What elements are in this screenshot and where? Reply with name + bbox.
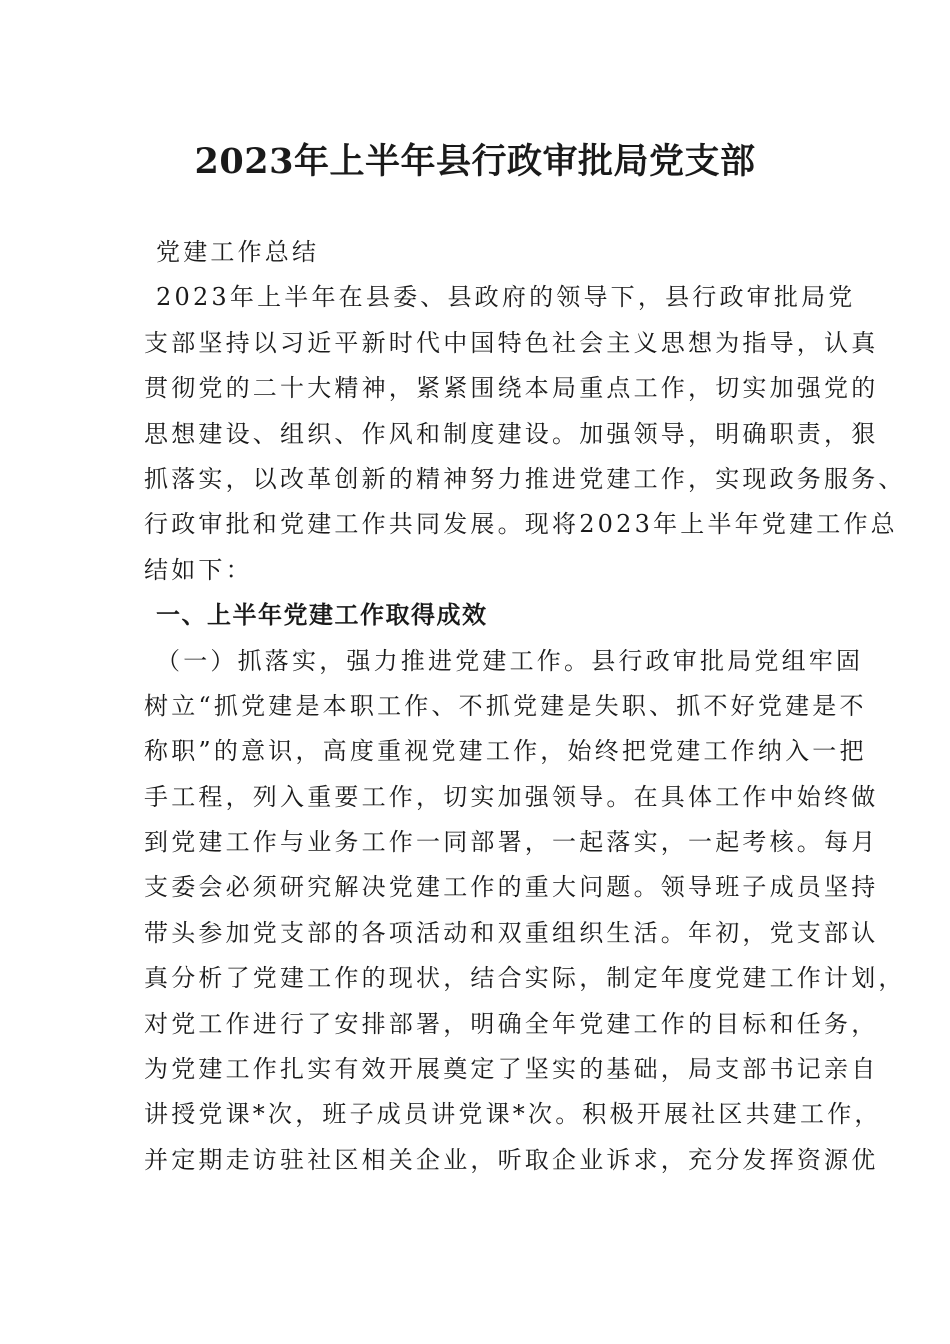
document-title: 2023年上半年县行政审批局党支部 bbox=[194, 141, 756, 182]
paragraph-line: 称职”的意识，高度重视党建工作，始终把党建工作纳入一把 bbox=[144, 737, 867, 766]
paragraph-line: 讲授党课*次，班子成员讲党课*次。积极开展社区共建工作， bbox=[144, 1100, 882, 1129]
paragraph-line: 手工程，列入重要工作，切实加强领导。在具体工作中始终做 bbox=[144, 782, 879, 811]
paragraph-line: 支委会必须研究解决党建工作的重大问题。领导班子成员坚持 bbox=[144, 873, 879, 902]
document-body bbox=[144, 230, 906, 1183]
paragraph-line: 为党建工作扎实有效开展奠定了坚实的基础，局支部书记亲自 bbox=[144, 1055, 879, 1084]
paragraph-line: 带头参加党支部的各项活动和双重组织生活。年初，党支部认 bbox=[144, 918, 879, 947]
paragraph-line: 结如下： bbox=[144, 555, 253, 584]
section-heading: 一、上半年党建工作取得成效 bbox=[156, 601, 488, 630]
paragraph-line: （一）抓落实，强力推进党建工作。县行政审批局党组牢固 bbox=[156, 646, 864, 675]
paragraph-line: 对党工作进行了安排部署，明确全年党建工作的目标和任务， bbox=[144, 1009, 879, 1038]
paragraph-line: 真分析了党建工作的现状，结合实际，制定年度党建工作计划， bbox=[144, 964, 906, 993]
paragraph-line: 到党建工作与业务工作一同部署，一起落实，一起考核。每月 bbox=[144, 828, 879, 857]
paragraph-line: 行政审批和党建工作共同发展。现将2023年上半年党建工作总 bbox=[144, 510, 898, 539]
paragraph-line: 树立“抓党建是本职工作、不抓党建是失职、抓不好党建是不 bbox=[144, 691, 867, 720]
paragraph-line: 抓落实，以改革创新的精神努力推进党建工作，实现政务服务、 bbox=[144, 464, 906, 493]
paragraph-line: 贯彻党的二十大精神，紧紧围绕本局重点工作，切实加强党的 bbox=[144, 374, 879, 403]
paragraph-line: 2023年上半年在县委、县政府的领导下，县行政审批局党 bbox=[156, 283, 856, 312]
subtitle-line: 党建工作总结 bbox=[156, 238, 320, 266]
paragraph-line: 并定期走访驻社区相关企业，听取企业诉求，充分发挥资源优 bbox=[144, 1145, 879, 1174]
paragraph-line: 支部坚持以习近平新时代中国特色社会主义思想为指导，认真 bbox=[144, 328, 879, 357]
paragraph-line: 思想建设、组织、作风和制度建设。加强领导，明确职责，狠 bbox=[144, 419, 879, 448]
